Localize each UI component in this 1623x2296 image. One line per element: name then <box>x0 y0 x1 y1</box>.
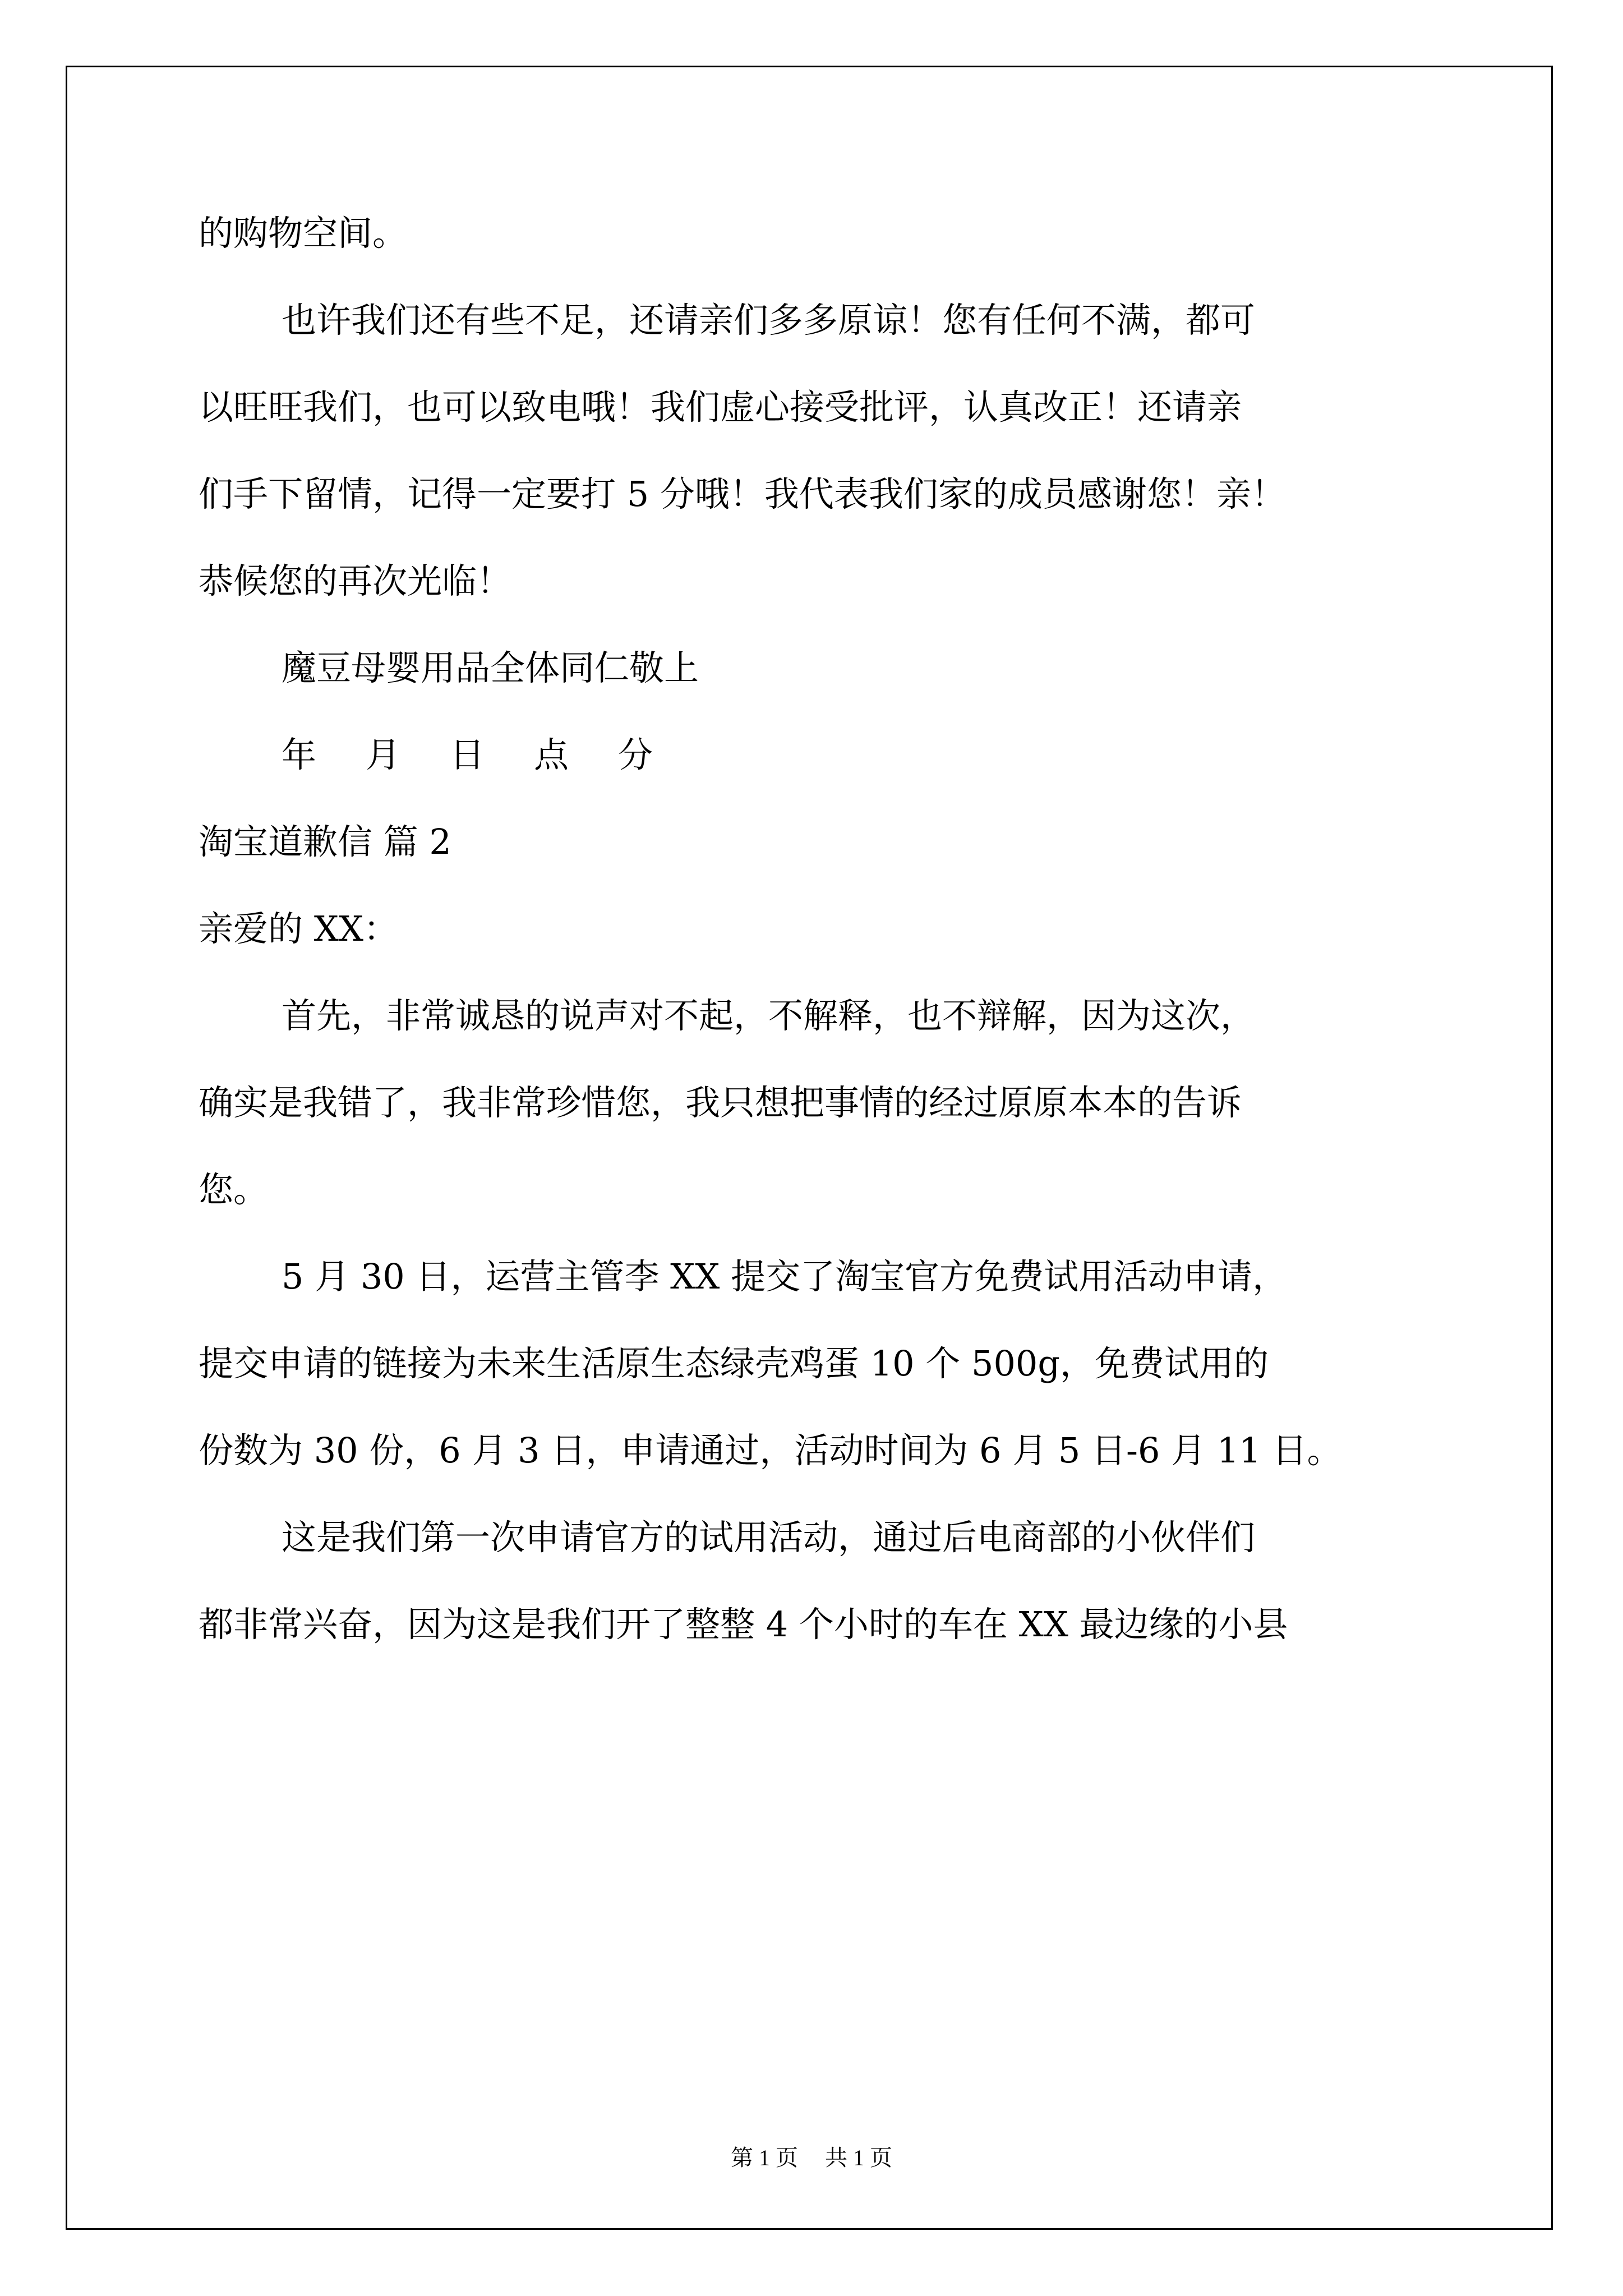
text-line: 份数为 30 份，6 月 3 日，申请通过，活动时间为 6 月 5 日-6 月 11 日。 <box>199 1430 1342 1471</box>
paragraph-line: 也许我们还有些不足，还请亲们多多原谅！您有任何不满，都可 <box>282 300 1256 341</box>
text-line: 确实是我错了，我非常珍惜您，我只想把事情的经过原原本本的告诉 <box>199 1082 1242 1123</box>
paragraph-line: 5 月 30 日，运营主管李 XX 提交了淘宝官方免费试用活动申请， <box>282 1256 1288 1297</box>
date-day: 日 <box>450 734 485 775</box>
date-minute: 分 <box>618 734 653 775</box>
date-month: 月 <box>366 734 401 775</box>
page-footer <box>0 2140 1623 2172</box>
section-heading: 淘宝道歉信 篇 2 <box>199 821 451 862</box>
salutation: 亲爱的 XX： <box>199 908 398 949</box>
text-line: 您。 <box>199 1169 269 1210</box>
page-number: 第 1 页 <box>731 2145 798 2170</box>
text-line: 的购物空间。 <box>199 213 408 254</box>
paragraph-line: 这是我们第一次申请官方的试用活动，通过后电商部的小伙伴们 <box>282 1517 1256 1558</box>
page-total: 共 1 页 <box>825 2145 892 2170</box>
date-hour: 点 <box>534 734 569 775</box>
text-line: 提交申请的链接为未来生活原生态绿壳鸡蛋 10 个 500g，免费试用的 <box>199 1343 1269 1384</box>
text-line: 们手下留情，记得一定要打 5 分哦！我代表我们家的成员感谢您！亲！ <box>199 473 1286 514</box>
text-line: 都非常兴奋，因为这是我们开了整整 4 个小时的车在 XX 最边缘的小县 <box>199 1604 1288 1645</box>
text-line: 以旺旺我们，也可以致电哦！我们虚心接受批评，认真改正！还请亲 <box>199 386 1242 427</box>
date-year: 年 <box>282 734 317 775</box>
text-line: 恭候您的再次光临！ <box>199 560 512 601</box>
date-line <box>282 734 702 775</box>
paragraph-line: 首先，非常诚恳的说声对不起，不解释，也不辩解，因为这次， <box>282 995 1256 1036</box>
signature-line: 魔豆母婴用品全体同仁敬上 <box>282 647 699 688</box>
